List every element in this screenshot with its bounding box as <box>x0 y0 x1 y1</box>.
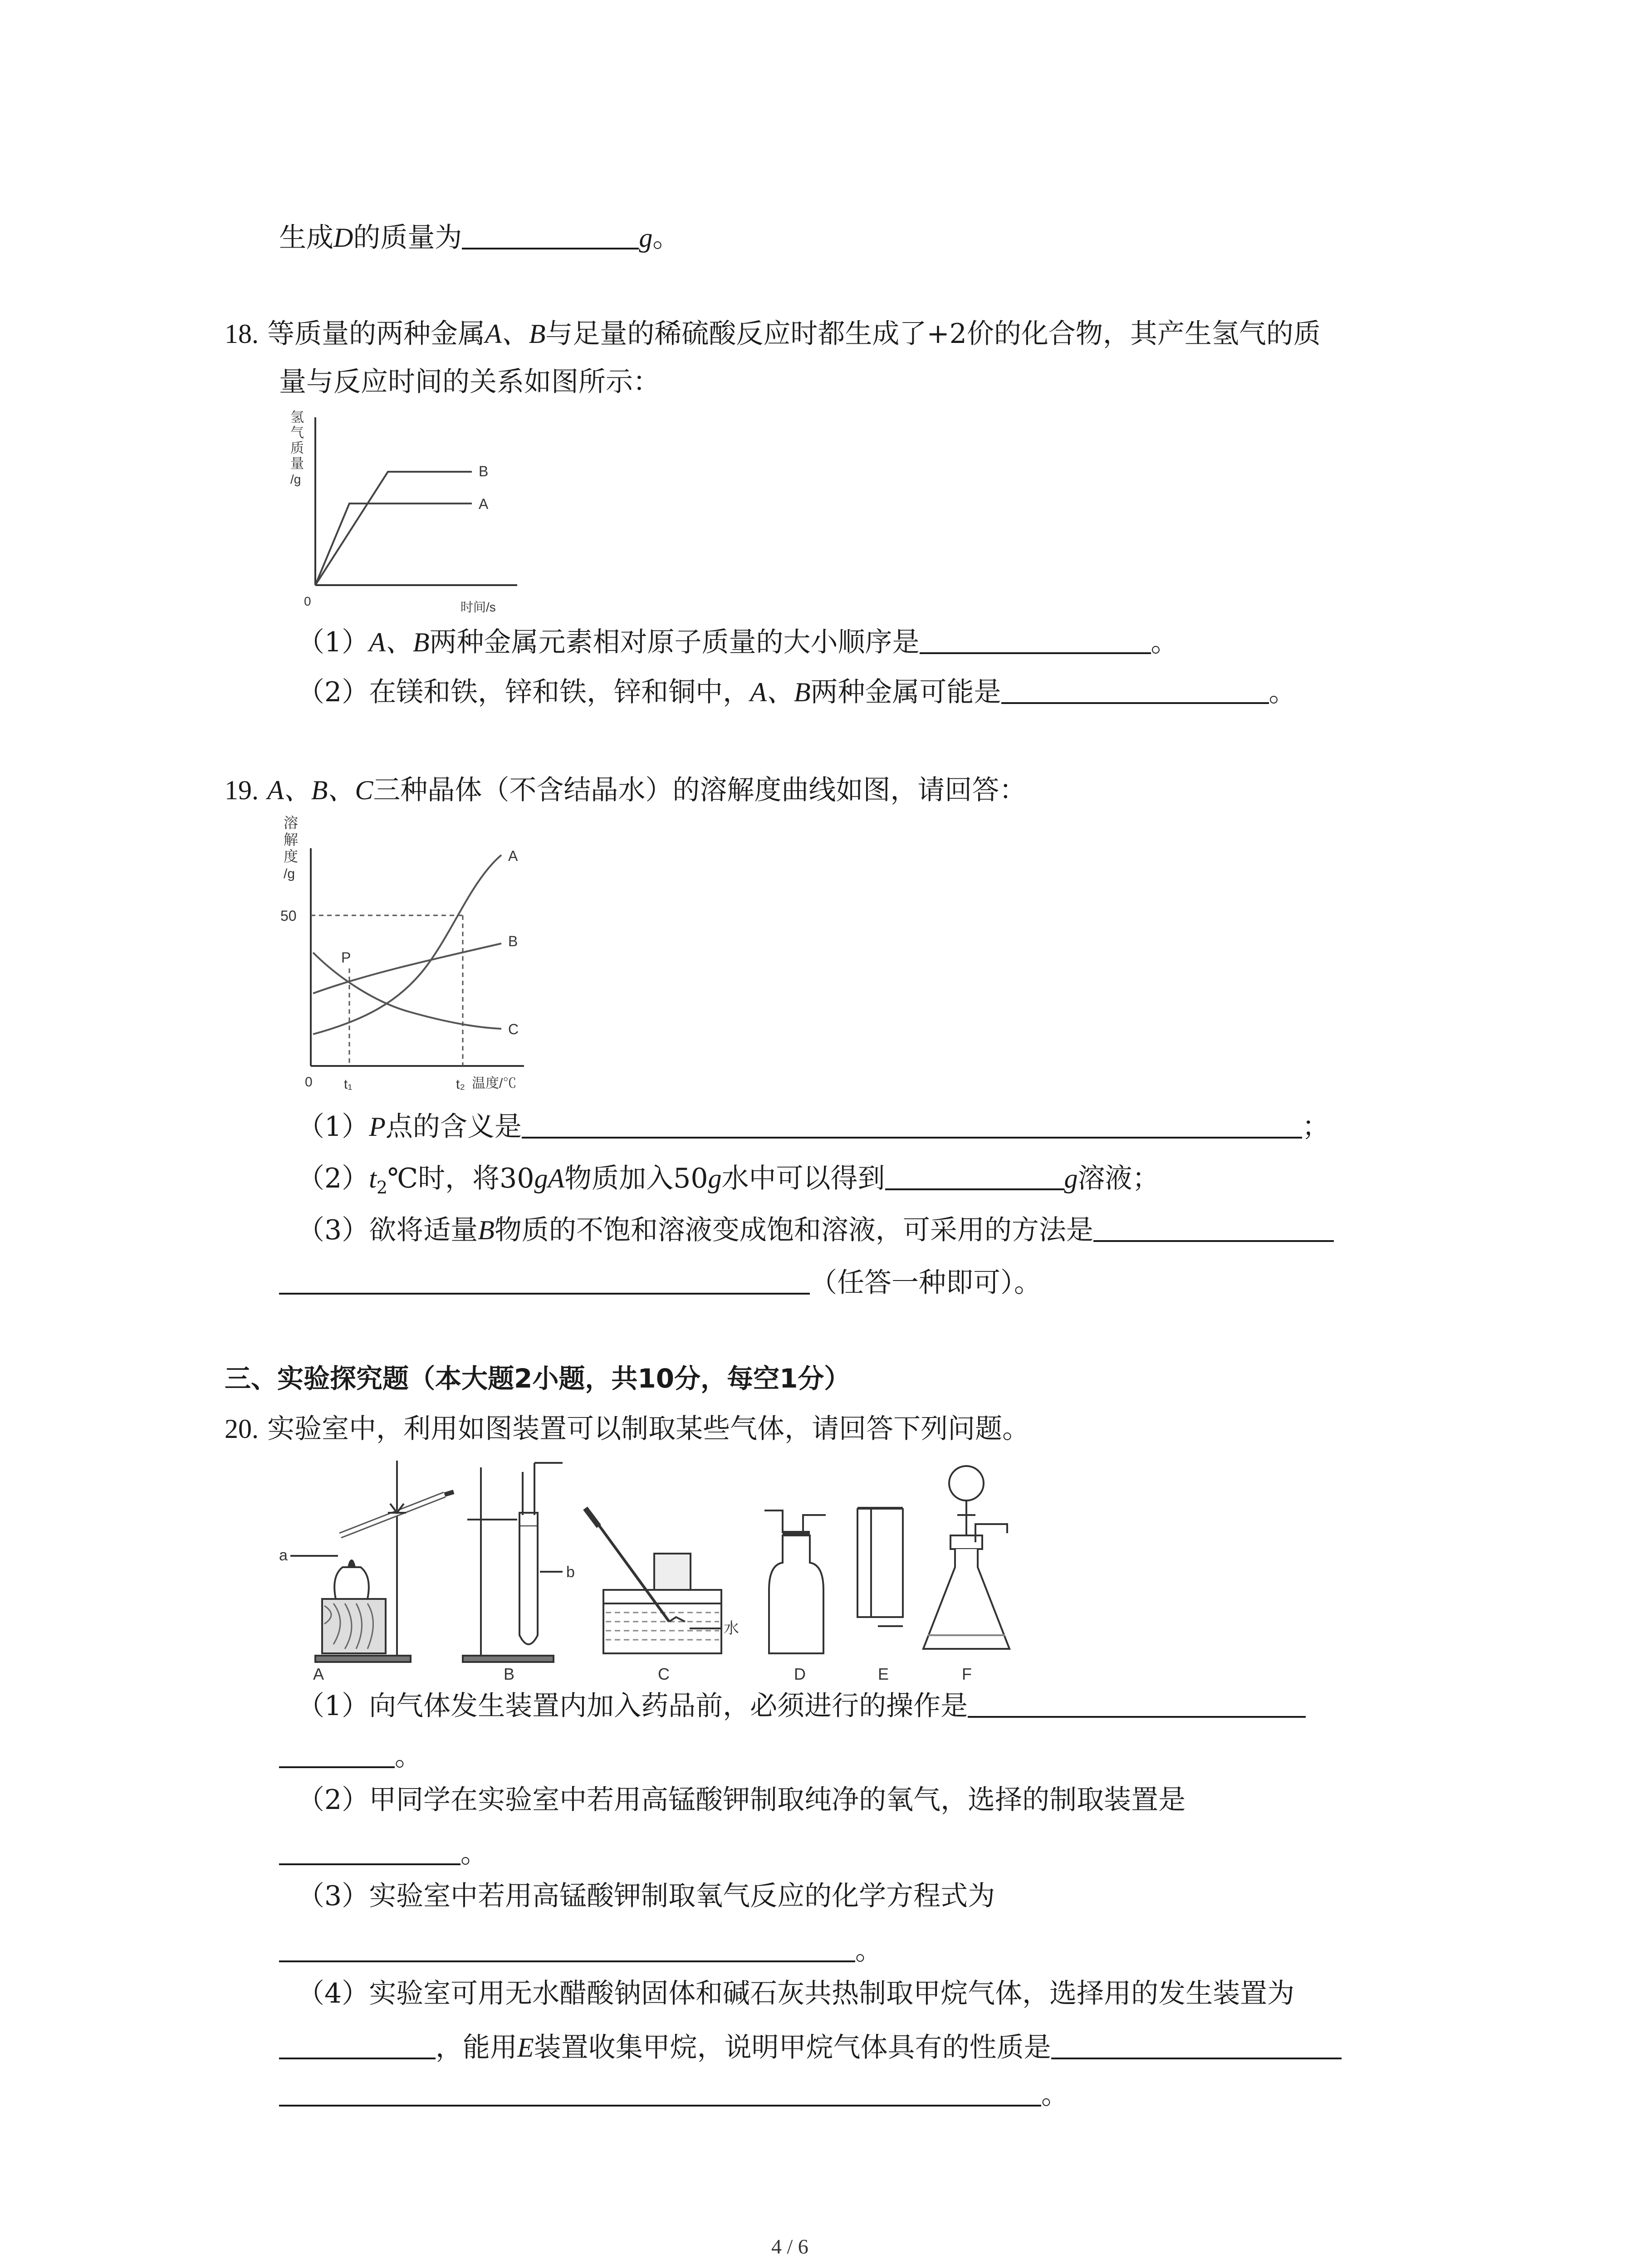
q19-sub2-var: A <box>548 1163 565 1193</box>
q19-sub3-var: B <box>478 1215 495 1245</box>
gas-bottle-e <box>857 1508 903 1617</box>
q19-sub2-text-c: 水中可以得到 <box>721 1163 885 1194</box>
q20-sub4-text: 实验室可用无水醋酸钠固体和碱石灰共热制取甲烷气体，选择用的发生装置为 <box>369 1978 1295 2009</box>
q20-number: 20. <box>225 1414 259 1444</box>
q19-stem-vars: A、B、C <box>267 775 373 805</box>
stopper <box>445 1492 454 1495</box>
q18-xlabel: 时间/s <box>460 600 496 614</box>
label-apparatus-f: F <box>962 1665 972 1681</box>
q19-point-p: P <box>341 949 351 966</box>
q19-stem <box>225 774 1027 806</box>
q18-stem-text: 等质量的两种金属 <box>267 318 485 350</box>
q19-origin: 0 <box>305 1075 313 1090</box>
q19-label-b: B <box>508 933 518 949</box>
q19-sub1-label: （1） <box>297 1111 369 1143</box>
flame <box>348 1560 355 1567</box>
q18-sub2-blank[interactable] <box>1001 676 1269 704</box>
label-part-a: a <box>279 1547 288 1564</box>
q20-sub3 <box>297 1882 995 1910</box>
q17-text: 生成 <box>279 222 333 254</box>
q19-label-c: C <box>508 1021 519 1037</box>
apparatus-c <box>585 1508 721 1653</box>
q19-sub2-text-b: 物质加入50 <box>564 1163 708 1194</box>
tube-end <box>585 1508 599 1526</box>
q20-sub1-label: （1） <box>297 1690 369 1722</box>
q19-sub1-text: 点的含义是 <box>385 1111 522 1143</box>
q20-sub1-end: 。 <box>395 1740 422 1772</box>
stopper-f <box>950 1535 982 1549</box>
q20-sub3-cont <box>279 1934 882 1964</box>
q17-unit: g <box>639 223 653 253</box>
q18-ylabel-char: 质 <box>290 441 304 456</box>
q20-sub3-blank[interactable] <box>279 1934 855 1962</box>
wood-block <box>322 1599 386 1653</box>
apparatus-f <box>923 1466 1009 1649</box>
section3-title: 三、实验探究题（本大题2小题，共10分，每空1分） <box>225 1363 851 1394</box>
q19-sub3-text: 欲将适量 <box>369 1214 478 1246</box>
apparatus-e <box>857 1508 903 1626</box>
q19-sub3-end: （任答一种即可）。 <box>810 1267 1041 1299</box>
q20-sub1 <box>297 1690 1306 1720</box>
q20-sub4 <box>297 1980 1294 2007</box>
q19-sub3-text-b: 物质的不饱和溶液变成饱和溶液，可采用的方法是 <box>494 1214 1093 1246</box>
q19-xlabel: 温度/℃ <box>472 1076 517 1091</box>
q18-graph-ylabel <box>290 410 304 486</box>
alcohol-lamp <box>334 1567 369 1599</box>
q20-apparatus-figure <box>272 1454 1089 1681</box>
q20-sub2-blank[interactable] <box>279 1837 460 1865</box>
q17-text-mid: 的质量为 <box>353 222 462 254</box>
q18-sub1-vars: A、B <box>369 627 430 657</box>
q17-var: D <box>333 223 353 253</box>
q20-sub4-blank-1[interactable] <box>279 2031 436 2059</box>
q20-sub3-end: 。 <box>855 1935 882 1966</box>
label-apparatus-a: A <box>313 1665 324 1681</box>
q18-sub2-end: 。 <box>1269 676 1296 708</box>
q20-stem-text: 实验室中，利用如图装置可以制取某些气体，请回答下列问题。 <box>267 1413 1030 1445</box>
test-tube-b <box>519 1526 538 1644</box>
label-part-b: b <box>566 1564 575 1581</box>
stand-base-b <box>463 1656 554 1662</box>
q18-stem-vars: A、B <box>485 319 546 349</box>
q18-sub2-vars: A、B <box>750 677 811 707</box>
q20-sub2-cont <box>279 1837 488 1867</box>
q19-sub1-var: P <box>369 1112 386 1142</box>
q19-sub2-blank[interactable] <box>885 1162 1064 1190</box>
page-number: 4 / 6 <box>771 2235 808 2258</box>
q18-label-a: A <box>479 496 489 512</box>
q19-sub3-blank-2[interactable] <box>279 1266 810 1295</box>
label-apparatus-c: C <box>658 1665 670 1681</box>
q19-ytick-50: 50 <box>280 908 297 924</box>
q18-sub1-label: （1） <box>297 626 369 658</box>
q19-sub2-subscript: 2 <box>376 1178 388 1198</box>
q20-sub4-cont2 <box>279 2078 1068 2111</box>
q19-sub2-g: g <box>708 1163 722 1193</box>
label-apparatus-d: D <box>794 1665 806 1681</box>
q20-sub2 <box>297 1784 1186 1816</box>
q19-sub3-cont <box>279 1266 1041 1299</box>
label-apparatus-b: B <box>504 1665 515 1681</box>
q18-sub1-blank[interactable] <box>920 626 1151 654</box>
q17-answer-line <box>279 221 680 254</box>
q20-sub1-cont <box>279 1740 422 1770</box>
q19-sub3-blank-1[interactable] <box>1093 1214 1334 1242</box>
q20-sub2-label: （2） <box>297 1784 369 1816</box>
q18-ylabel-char: 量 <box>290 456 304 471</box>
q20-sub4-blank-2[interactable] <box>1051 2031 1342 2059</box>
q18-line-a <box>315 503 472 585</box>
tube-d-1 <box>764 1510 783 1533</box>
q19-sub2 <box>297 1162 1160 1196</box>
q20-stem <box>225 1413 1030 1445</box>
q18-stem-line2 <box>279 368 660 396</box>
q19-ylabel-char: 度 <box>284 848 299 865</box>
conical-flask <box>923 1549 1009 1649</box>
q18-hydrogen-graph <box>272 404 526 617</box>
q19-stem-text: 三种晶体（不含结晶水）的溶解度曲线如图，请回答： <box>373 774 1027 806</box>
q20-sub4-text-c: 装置收集甲烷，说明甲烷气体具有的性质是 <box>534 2032 1051 2063</box>
q19-sub2-g: g <box>1064 1163 1078 1193</box>
q18-number: 18. <box>225 319 259 349</box>
separatory-funnel <box>949 1466 984 1501</box>
q19-number: 19. <box>225 775 259 805</box>
q20-sub2-end: 。 <box>460 1838 488 1869</box>
q18-stem-text-b: 与足量的稀硫酸反应时都生成了+2价的化合物，其产生氢气的质 <box>545 318 1321 350</box>
tube-d-2 <box>803 1515 826 1533</box>
q18-sub2-text: 在镁和铁，锌和铁，锌和铜中， <box>369 676 750 708</box>
label-water: 水 <box>724 1620 739 1637</box>
q19-xtick-t2: t₂ <box>456 1077 465 1092</box>
q19-sub3-label: （3） <box>297 1214 369 1246</box>
q18-stem-line1 <box>225 318 1321 350</box>
apparatus-b <box>463 1463 563 1662</box>
q19-solubility-graph <box>272 812 563 1102</box>
q19-sub2-t: t <box>369 1163 377 1193</box>
q20-sub1-blank-1[interactable] <box>968 1690 1306 1718</box>
q18-ylabel-char: /g <box>290 472 301 486</box>
stand-base <box>315 1656 411 1662</box>
gas-bottle-c <box>654 1554 691 1590</box>
q19-curve-a <box>313 855 501 1034</box>
q20-sub4-end: 。 <box>1041 2079 1068 2111</box>
q20-sub3-text: 实验室中若用高锰酸钾制取氧气反应的化学方程式为 <box>369 1880 995 1912</box>
q19-sub2-label: （2） <box>297 1163 369 1194</box>
apparatus-d <box>764 1510 826 1653</box>
q20-sub3-label: （3） <box>297 1880 369 1912</box>
q19-sub1-end: ； <box>1302 1111 1329 1143</box>
q18-sub2-label: （2） <box>297 676 369 708</box>
q20-sub4-var: E <box>517 2033 534 2063</box>
gas-bottle-d <box>769 1535 823 1653</box>
q20-sub4-blank-3[interactable] <box>279 2078 1041 2107</box>
q20-sub4-text-b: ，能用 <box>436 2032 517 2063</box>
q18-sub1 <box>297 626 1178 656</box>
label-apparatus-e: E <box>878 1665 889 1681</box>
q18-sub1-end: 。 <box>1151 626 1178 658</box>
q18-ylabel-char: 氢 <box>290 410 304 425</box>
q19-ylabel-char: 溶 <box>284 815 299 831</box>
q19-sub1-blank[interactable] <box>522 1110 1302 1139</box>
q17-blank[interactable] <box>462 221 639 249</box>
q20-sub4-label: （4） <box>297 1978 369 2009</box>
q19-label-a: A <box>508 848 518 864</box>
q20-sub1-blank-2[interactable] <box>279 1740 395 1768</box>
q19-sub3 <box>297 1214 1334 1244</box>
q19-sub2-g: g <box>534 1163 548 1193</box>
q19-sub2-end: 溶液； <box>1078 1163 1160 1194</box>
apparatus-a <box>290 1461 454 1662</box>
q18-sub2-text-b: 两种金属可能是 <box>810 676 1001 708</box>
q18-stem-text-2: 量与反应时间的关系如图所示： <box>279 366 660 398</box>
q20-sub4-cont <box>279 2031 1342 2061</box>
q20-sub1-text: 向气体发生装置内加入药品前，必须进行的操作是 <box>369 1690 968 1722</box>
q19-sub1 <box>297 1110 1329 1143</box>
q19-sub2-text: ℃时，将30 <box>387 1163 534 1194</box>
q17-end: 。 <box>652 222 680 254</box>
q18-origin: 0 <box>304 594 311 608</box>
q18-sub2 <box>297 676 1296 706</box>
q19-xtick-t1: t₁ <box>344 1077 353 1092</box>
q18-label-b: B <box>479 463 489 479</box>
q19-ylabel-char: /g <box>284 866 295 881</box>
q20-sub2-text: 甲同学在实验室中若用高锰酸钾制取纯净的氧气，选择的制取装置是 <box>369 1784 1186 1816</box>
q18-ylabel-char: 气 <box>290 425 304 440</box>
q19-ylabel-char: 解 <box>284 831 299 848</box>
q18-sub1-text: 两种金属元素相对原子质量的大小顺序是 <box>429 626 920 658</box>
